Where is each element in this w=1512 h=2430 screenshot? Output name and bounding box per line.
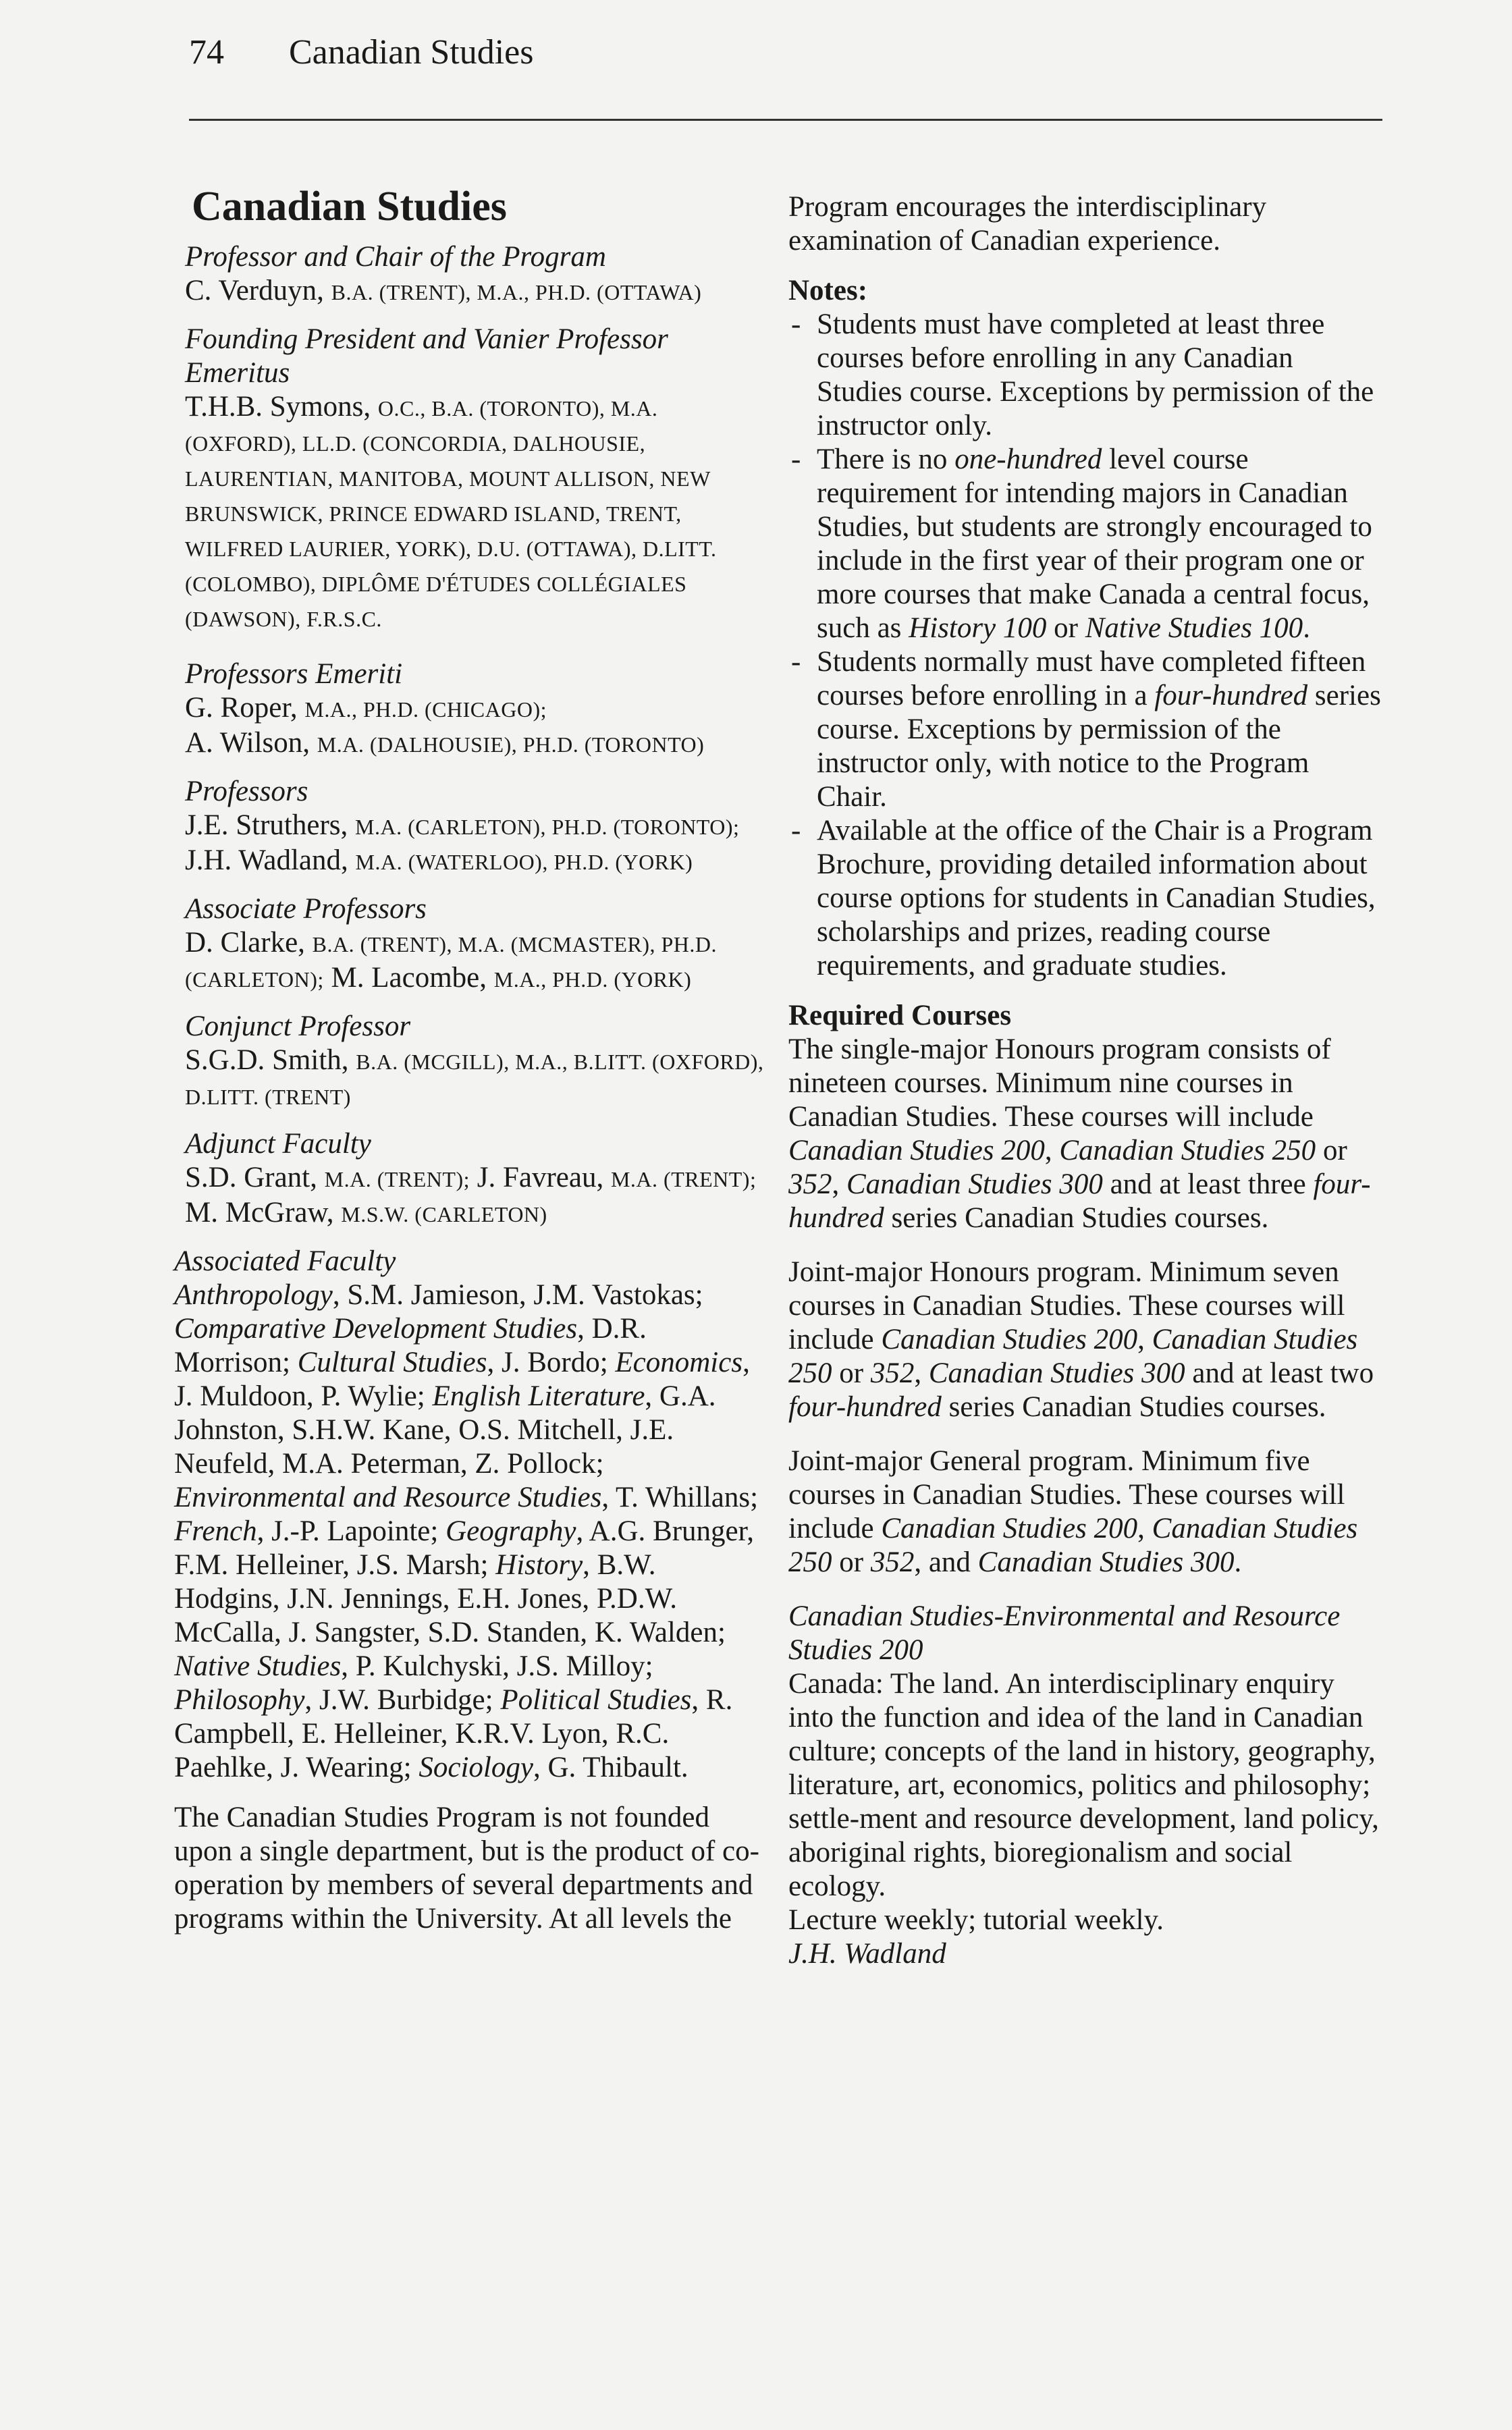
chair-degrees: B.A. (TRENT), M.A., PH.D. (OTTAWA) bbox=[331, 280, 702, 304]
note-text: Students must have completed at least three courses before enrolling in any Canadian Studies course. Exceptions by permission of the instructor only. bbox=[817, 308, 1374, 441]
af-dept: Political Studies bbox=[500, 1684, 692, 1716]
req-text: , bbox=[914, 1357, 929, 1389]
page-number: 74 bbox=[189, 33, 224, 72]
req-text: series Canadian Studies courses. bbox=[941, 1391, 1326, 1423]
af-dept: French bbox=[174, 1515, 257, 1547]
assoc-2-name: M. Lacombe, bbox=[331, 962, 487, 994]
emeriti-entry-2 bbox=[185, 726, 768, 761]
faculty-adjunct bbox=[185, 1127, 768, 1231]
af-dept: Cultural Studies bbox=[297, 1347, 487, 1378]
course-ref: Canadian Studies 200 bbox=[788, 1135, 1045, 1166]
section-title: Canadian Studies bbox=[192, 184, 507, 230]
req-text: or bbox=[832, 1546, 871, 1578]
course-title: Canadian Studies-Environmental and Resource Studies 200 bbox=[788, 1600, 1341, 1666]
founder-degrees: O.C., B.A. (TORONTO), M.A. (OXFORD), LL.D. (CONCORDIA, DALHOUSIE, LAURENTIAN, MANITOBA, MOUNT ALLISON, NEW BRUNSWICK, PRINCE EDWARD ISLAND, TRENT, WILFRED LAURIER, YORK), D.U. (OTTAWA), D.LITT. (COLOMBO), DIPLÔME D'ÉTUDES COLLÉGIALES (DAWSON), F.R.S.C. bbox=[185, 396, 717, 631]
assoc-entry bbox=[185, 926, 768, 996]
note-item bbox=[788, 645, 1382, 814]
chair-name: C. Verduyn, bbox=[185, 275, 324, 306]
note-text: or bbox=[1046, 612, 1085, 644]
course-ref: Canadian Studies 300 bbox=[846, 1168, 1103, 1200]
running-title: Canadian Studies bbox=[289, 33, 534, 72]
af-names: , B.W. Hodgins, J.N. Jennings, E.H. Jones, P.D.W. McCalla, J. Sangster, S.D. Standen, K. Walden; bbox=[174, 1549, 726, 1648]
emeriti-1-degrees: M.A., PH.D. (CHICAGO); bbox=[304, 697, 547, 722]
af-names: , J.-P. Lapointe; bbox=[256, 1515, 446, 1547]
course-instructor: J.H. Wadland bbox=[788, 1938, 946, 1970]
course-ref: Canadian Studies 200 bbox=[881, 1513, 1138, 1544]
running-head bbox=[189, 32, 534, 72]
conjunct-entry bbox=[185, 1044, 768, 1114]
prof-2-degrees: M.A. (WATERLOO), PH.D. (YORK) bbox=[355, 850, 693, 874]
note-text: series course. Exceptions by permission of the instructor only, with notice to the Program Chair. bbox=[817, 680, 1381, 813]
emeriti-1-name: G. Roper, bbox=[185, 692, 298, 724]
af-dept: Sociology bbox=[418, 1752, 533, 1783]
course-ref: Canadian Studies 250 bbox=[1059, 1135, 1316, 1166]
right-column bbox=[788, 190, 1382, 1971]
course-entry bbox=[788, 1600, 1382, 1971]
course-ref: Canadian Studies 200 bbox=[881, 1324, 1138, 1355]
note-text: . bbox=[1303, 612, 1310, 644]
af-names: , J. Bordo; bbox=[487, 1347, 616, 1378]
assoc-1-degrees: B.A. (TRENT), M.A. (MCMASTER), PH.D. (CARLETON); bbox=[185, 932, 718, 992]
founder-name: T.H.B. Symons, bbox=[185, 391, 371, 423]
req-text: Joint-major General program. Minimum five courses in Canadian Studies. These courses will include bbox=[788, 1445, 1345, 1544]
note-text: Available at the office of the Chair is a Program Brochure, providing detailed information about course options for students in Canadian Studies, scholarships and prizes, reading course requirements, and graduate studies. bbox=[817, 815, 1376, 981]
faculty-chair bbox=[185, 240, 768, 309]
faculty-emeriti bbox=[185, 657, 768, 761]
conjunct-name: S.G.D. Smith, bbox=[185, 1044, 349, 1076]
chair-entry bbox=[185, 274, 768, 309]
req-text: series Canadian Studies courses. bbox=[884, 1202, 1269, 1234]
req-text: or bbox=[832, 1357, 871, 1389]
course-ref: Canadian Studies 250 bbox=[788, 1513, 1358, 1578]
prof-1-degrees: M.A. (CARLETON), PH.D. (TORONTO); bbox=[355, 815, 740, 839]
note-item bbox=[788, 443, 1382, 645]
adjunct-entry bbox=[185, 1161, 768, 1231]
course-ref: Canadian Studies 300 bbox=[928, 1357, 1185, 1389]
requirement-joint-honours bbox=[788, 1256, 1382, 1424]
adjunct-3-degrees: M.S.W. (CARLETON) bbox=[341, 1202, 547, 1226]
req-text: , bbox=[1137, 1513, 1152, 1544]
af-names: , D.R. Morrison; bbox=[174, 1313, 647, 1378]
adjunct-role: Adjunct Faculty bbox=[185, 1128, 371, 1160]
program-intro: The Canadian Studies Program is not founded upon a single department, but is the product of co-operation by members of several departments and programs within the University. At all levels the bbox=[174, 1802, 759, 1935]
af-dept: Comparative Development Studies bbox=[174, 1313, 578, 1345]
course-ref: Native Studies 100 bbox=[1085, 612, 1303, 644]
af-dept: Environmental and Resource Studies bbox=[174, 1482, 602, 1513]
faculty-conjunct bbox=[185, 1010, 768, 1114]
af-dept: History bbox=[495, 1549, 583, 1581]
af-names: , S.M. Jamieson, J.M. Vastokas; bbox=[332, 1279, 703, 1311]
af-names: , T. Whillans; bbox=[601, 1482, 759, 1513]
req-text: Joint-major Honours program. Minimum seven courses in Canadian Studies. These courses will include bbox=[788, 1256, 1345, 1355]
note-text: Students normally must have completed fifteen courses before enrolling in a bbox=[817, 646, 1366, 711]
note-item bbox=[788, 814, 1382, 983]
adjunct-1-name: S.D. Grant, bbox=[185, 1162, 317, 1193]
req-text: , and bbox=[914, 1546, 978, 1578]
course-ref: 352 bbox=[870, 1546, 915, 1578]
assoc-2-degrees: M.A., PH.D. (YORK) bbox=[493, 967, 692, 992]
founder-role: Founding President and Vanier Professor Emeritus bbox=[185, 323, 668, 389]
program-intro-continued: Program encourages the interdisciplinary examination of Canadian experience. bbox=[788, 191, 1267, 256]
course-ref: four-hundred bbox=[788, 1391, 942, 1423]
af-names: , J.W. Burbidge; bbox=[304, 1684, 501, 1716]
professors-entry bbox=[185, 809, 768, 879]
notes-heading: Notes: bbox=[788, 275, 868, 306]
emeriti-2-degrees: M.A. (DALHOUSIE), PH.D. (TORONTO) bbox=[317, 732, 705, 757]
adjunct-2-degrees: M.A. (TRENT); bbox=[610, 1167, 757, 1191]
course-description: Canada: The land. An interdisciplinary enquiry into the function and idea of the land in Canadian culture; concepts of the land in history, geography, literature, art, economics, politics and philosophy; settle-ment and resource development, land policy, aboriginal rights, bioregionalism and social ecology. bbox=[788, 1668, 1379, 1902]
af-dept: Economics bbox=[615, 1347, 743, 1378]
emeriti-entry-1 bbox=[185, 691, 768, 726]
emeriti-role: Professors Emeriti bbox=[185, 658, 403, 690]
req-text: , bbox=[1044, 1135, 1060, 1166]
faculty-associated bbox=[174, 1245, 768, 1785]
course-ref: 352 bbox=[870, 1357, 915, 1389]
prof-1-name: J.E. Struthers, bbox=[185, 809, 348, 841]
professors-role: Professors bbox=[185, 776, 308, 807]
af-dept: Geography bbox=[446, 1515, 576, 1547]
af-names: , J. Muldoon, P. Wylie; bbox=[174, 1347, 750, 1412]
course-schedule: Lecture weekly; tutorial weekly. bbox=[788, 1904, 1164, 1936]
af-dept: English Literature bbox=[432, 1380, 645, 1412]
af-dept: Anthropology bbox=[174, 1279, 333, 1311]
conjunct-degrees: B.A. (MCGILL), M.A., B.LITT. (OXFORD), D.LITT. (TRENT) bbox=[185, 1050, 764, 1109]
note-emph: four-hundred bbox=[1154, 680, 1308, 711]
adjunct-3-name: M. McGraw, bbox=[185, 1197, 334, 1228]
req-text: and at least two bbox=[1185, 1357, 1374, 1389]
af-dept: Native Studies bbox=[174, 1650, 342, 1682]
faculty-professors bbox=[185, 775, 768, 879]
req-text: and at least three bbox=[1102, 1168, 1314, 1200]
left-column bbox=[174, 182, 768, 1936]
associated-list bbox=[174, 1278, 768, 1785]
assoc-role: Associate Professors bbox=[185, 893, 427, 925]
faculty-associate bbox=[185, 892, 768, 996]
req-text: or bbox=[1316, 1135, 1347, 1166]
chair-role: Professor and Chair of the Program bbox=[185, 241, 606, 273]
adjunct-1-degrees: M.A. (TRENT); bbox=[324, 1167, 470, 1191]
af-dept: Philosophy bbox=[174, 1684, 305, 1716]
emeriti-2-name: A. Wilson, bbox=[185, 727, 310, 759]
course-ref: 352 bbox=[788, 1168, 832, 1200]
course-ref: Canadian Studies 250 bbox=[788, 1324, 1358, 1389]
notes-list bbox=[788, 308, 1382, 983]
note-emph: one-hundred bbox=[954, 443, 1102, 475]
course-ref: History 100 bbox=[909, 612, 1047, 644]
conjunct-role: Conjunct Professor bbox=[185, 1010, 411, 1042]
course-ref: four-hundred bbox=[788, 1168, 1371, 1234]
required-courses-heading: Required Courses bbox=[788, 1000, 1012, 1031]
req-text: , bbox=[832, 1168, 846, 1200]
faculty-founder bbox=[185, 323, 768, 636]
header-rule bbox=[189, 119, 1382, 121]
af-names: , G.A. Johnston, S.H.W. Kane, O.S. Mitchell, J.E. Neufeld, M.A. Peterman, Z. Pollock; bbox=[174, 1380, 716, 1480]
associated-role: Associated Faculty bbox=[174, 1245, 396, 1277]
prof-2-name: J.H. Wadland, bbox=[185, 844, 348, 876]
note-text: There is no bbox=[817, 443, 955, 475]
course-ref: Canadian Studies 300 bbox=[977, 1546, 1235, 1578]
af-names: , A.G. Brunger, F.M. Helleiner, J.S. Marsh; bbox=[174, 1515, 754, 1581]
req-text: , bbox=[1137, 1324, 1152, 1355]
founder-entry bbox=[185, 390, 768, 636]
adjunct-2-name: J. Favreau, bbox=[477, 1162, 604, 1193]
af-names: , R. Campbell, E. Helleiner, K.R.V. Lyon, R.C. Paehlke, J. Wearing; bbox=[174, 1684, 733, 1783]
assoc-1-name: D. Clarke, bbox=[185, 927, 305, 959]
af-names: , P. Kulchyski, J.S. Milloy; bbox=[341, 1650, 653, 1682]
requirement-joint-general bbox=[788, 1444, 1382, 1580]
req-text: . bbox=[1234, 1546, 1242, 1578]
af-names: , G. Thibault. bbox=[533, 1752, 688, 1783]
note-text: level course requirement for intending majors in Canadian Studies, but students are strongly encouraged to include in the first year of their program one or more courses that make Canada a central focus, such as bbox=[817, 443, 1372, 644]
requirement-single-major bbox=[788, 1033, 1382, 1235]
req-text: The single-major Honours program consists of nineteen courses. Minimum nine courses in Canadian Studies. These courses will include bbox=[788, 1033, 1331, 1133]
note-item bbox=[788, 308, 1382, 443]
